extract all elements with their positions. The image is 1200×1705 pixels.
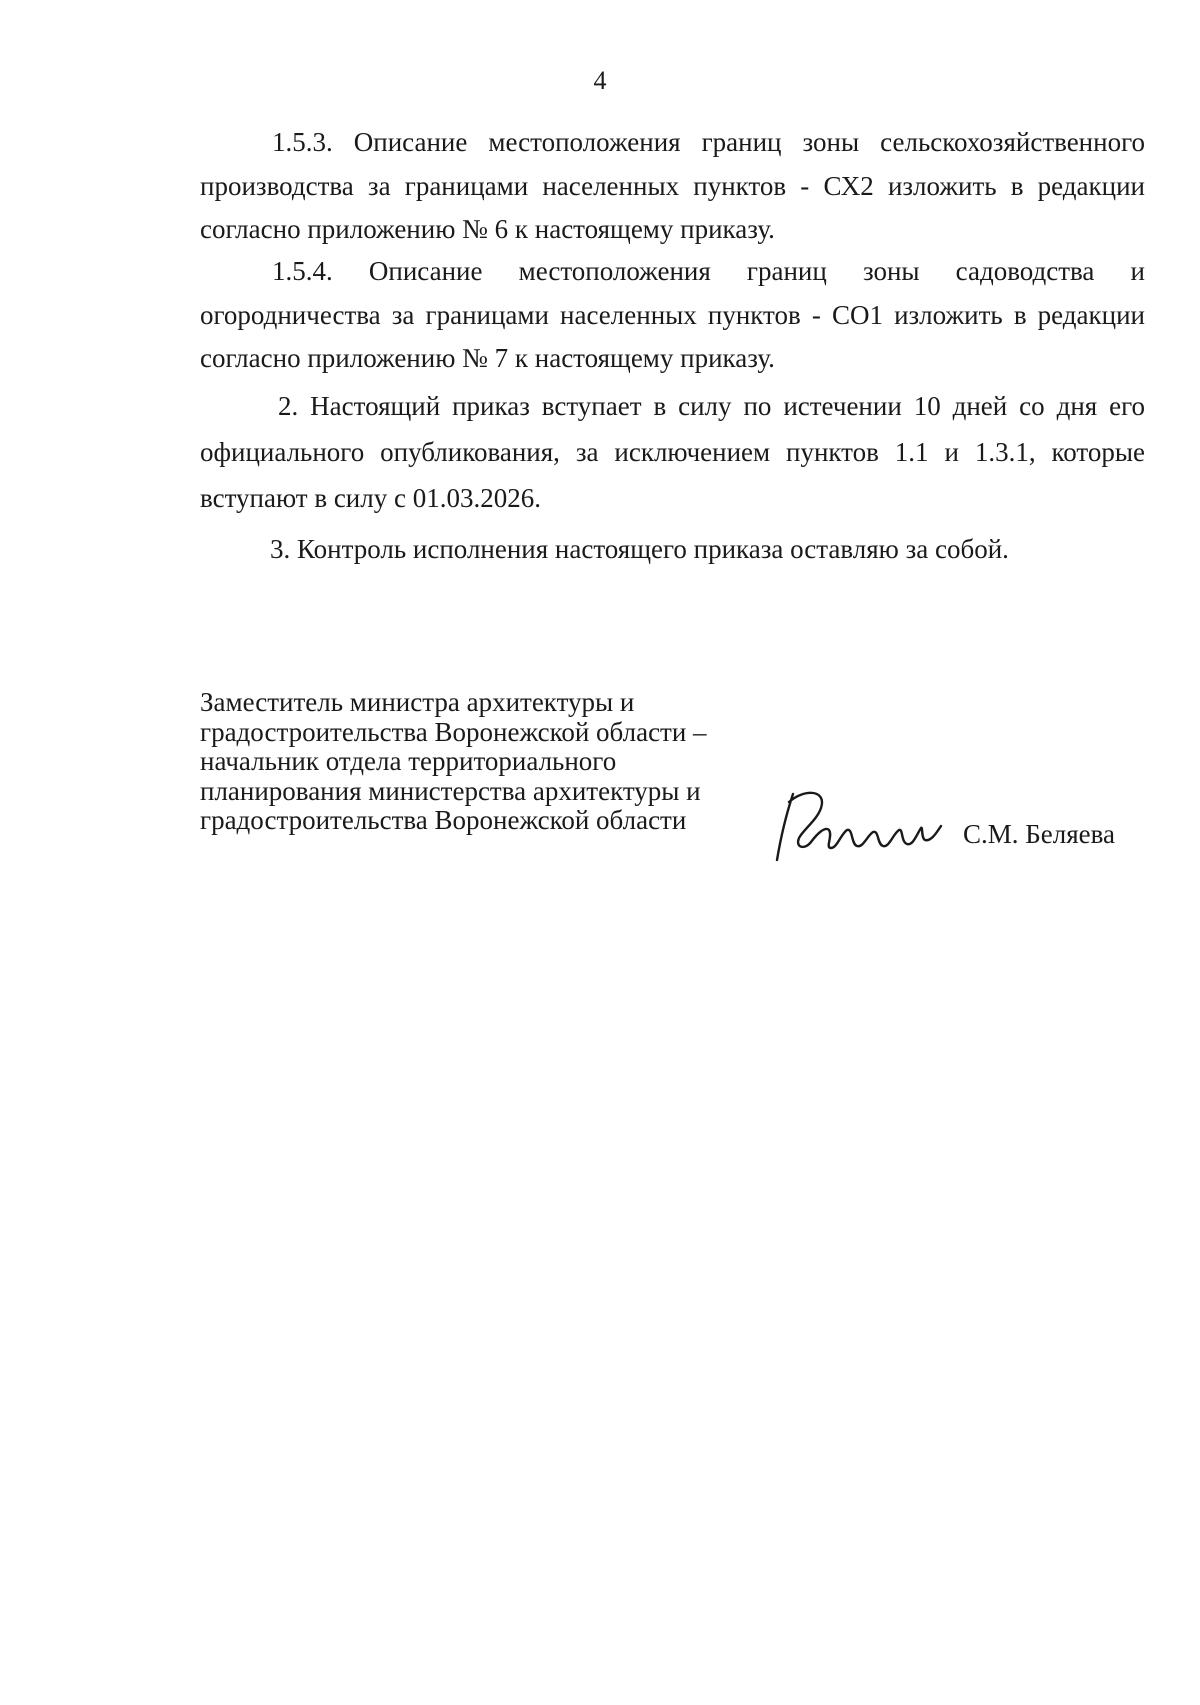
signatory-position-line: планирования министерства архитектуры и bbox=[200, 775, 701, 806]
signatory-position-line: Заместитель министра архитектуры и bbox=[200, 687, 635, 717]
handwritten-signature bbox=[775, 786, 945, 864]
signatory-position-line: градостроительства Воронежской области – bbox=[200, 716, 707, 747]
signer-name: С.М. Беляева bbox=[963, 819, 1116, 849]
paragraph-1-5-3: 1.5.3. Описание местоположения границ зоны сельскохозяйственного производства за границами населенных пунктов - СХ2 изложить в редакции согласно приложению № 6 к настоящему приказу. bbox=[200, 127, 1145, 244]
paragraph-3: 3. Контроль исполнения настоящего приказа оставляю за собой. bbox=[270, 534, 1009, 564]
page-number: 4 bbox=[593, 66, 607, 95]
paragraph-2: 2. Настоящий приказ вступает в силу по истечении 10 дней со дня его официального опубликования, за исключением пунктов 1.1 и 1.3.1, которые вступают в силу с 01.03.2026. bbox=[200, 391, 1145, 513]
signatory-position-line: начальник отдела территориального bbox=[200, 746, 617, 776]
signatory-position-line: градостроительства Воронежской области bbox=[200, 805, 687, 835]
paragraph-1-5-4: 1.5.4. Описание местоположения границ зоны садоводства и огородничества за границами населенных пунктов - СО1 изложить в редакции согласно приложению № 7 к настоящему приказу. bbox=[200, 256, 1145, 373]
signatory-position bbox=[200, 688, 707, 836]
